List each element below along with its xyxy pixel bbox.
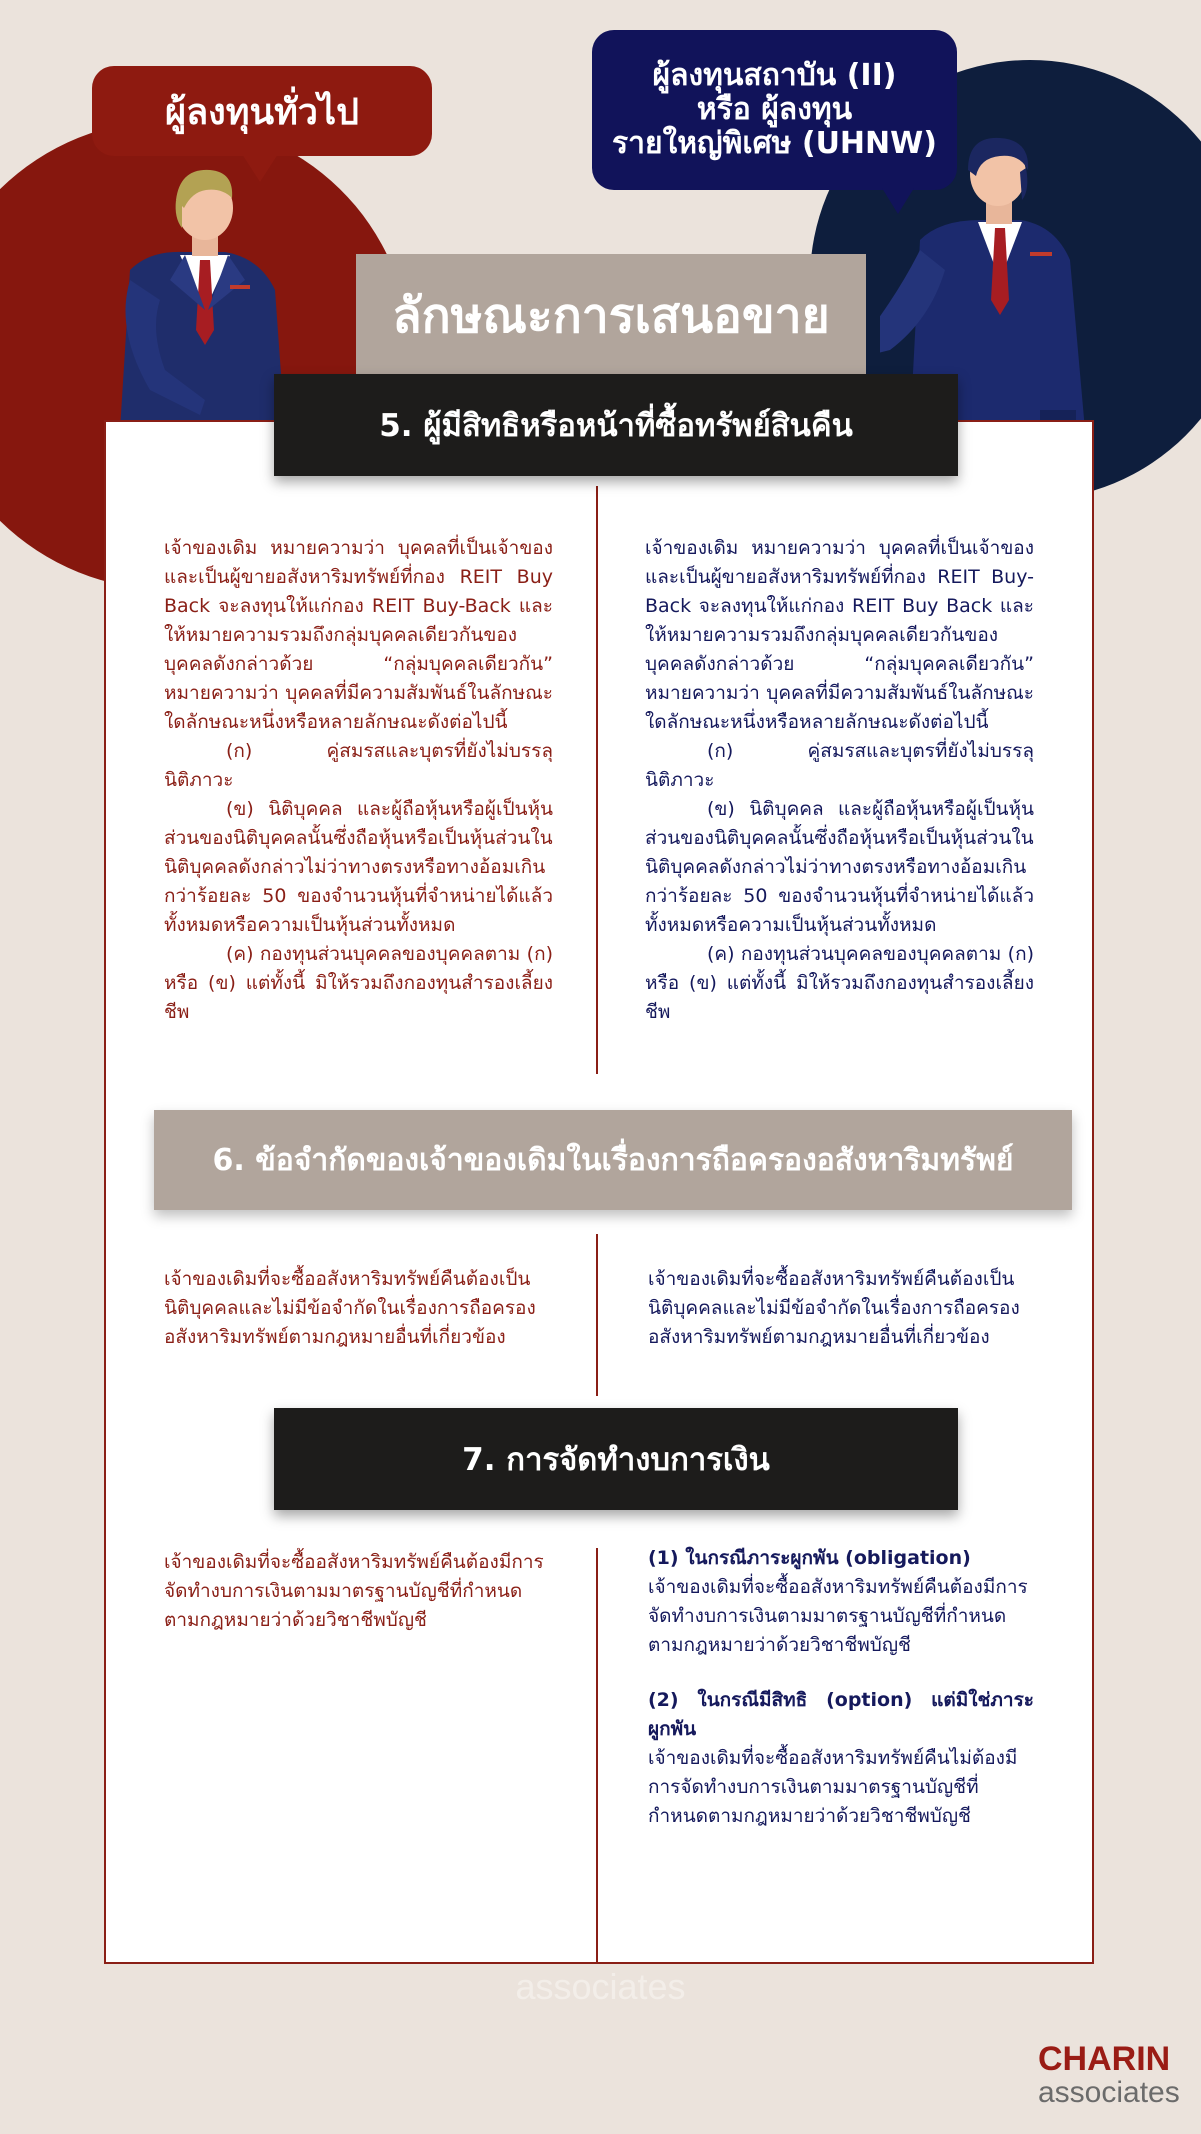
column-divider-section6 [596, 1234, 598, 1396]
section7-right-heading-1: (1) ในกรณีภาระผูกพัน (obligation) [648, 1547, 971, 1569]
section5-right-item-c: (ค) กองทุนส่วนบุคคลของบุคคลตาม (ก) หรือ (ข) แต่ทั้งนี้ มิให้รวมถึงกองทุนสำรองเลี้ยงชีพ [645, 943, 1034, 1023]
section7-left-paragraph: เจ้าของเดิมที่จะซื้ออสังหาริมทรัพย์คืนต้องมีการจัดทำงบการเงินตามมาตรฐานบัญชีที่กำหนดตามกฎหมายว่าด้วยวิชาชีพบัญชี [164, 1551, 544, 1631]
section5-left-intro: เจ้าของเดิม หมายความว่า บุคคลที่เป็นเจ้าของและเป็นผู้ขายอสังหาริมทรัพย์ที่กอง REIT Buy Back จะลงทุนให้แก่กอง REIT Buy-Back และให้หมายความรวมถึงกลุ่มบุคคลเดียวกันของบุคคลดังกล่าวด้วย “กลุ่มบุคคลเดียวกัน” หมายความว่า บุคคลที่มีความสัมพันธ์ในลักษณะใดลักษณะหนึ่งหรือหลายลักษณะดังต่อไปนี้ [164, 537, 553, 733]
section5-heading: 5. ผู้มีสิทธิหรือหน้าที่ซื้อทรัพย์สินคืน [274, 374, 958, 476]
section5-right-item-b: (ข) นิติบุคคล และผู้ถือหุ้นหรือผู้เป็นหุ้นส่วนของนิติบุคคลนั้นซึ่งถือหุ้นหรือเป็นหุ้นส่วนในนิติบุคคลดังกล่าวไม่ว่าทางตรงหรือทางอ้อมเกินกว่าร้อยละ 50 ของจำนวนหุ้นที่จำหน่ายได้แล้วทั้งหมดหรือความเป็นหุ้นส่วนทั้งหมด [645, 798, 1034, 936]
bubble-right-line1: ผู้ลงทุนสถาบัน (II) [652, 58, 897, 93]
bubble-right-tail [882, 188, 914, 214]
footer-watermark: associates [515, 1966, 686, 2007]
section7-left-text [164, 1548, 553, 1635]
section7-right-heading-2: (2) ในกรณีมีสิทธิ (option) แต่มิใช่ภาระผูกพัน [648, 1689, 1034, 1740]
column-divider-section7 [596, 1548, 598, 1962]
section5-right-text [645, 534, 1034, 1027]
bubble-right-line3: รายใหญ่พิเศษ (UHNW) [612, 126, 937, 161]
section7-right-spacer [648, 1660, 1034, 1686]
bubble-general-investor [92, 66, 432, 156]
section6-right-text [648, 1265, 1034, 1352]
section7-heading: 7. การจัดทำงบการเงิน [274, 1408, 958, 1510]
section5-left-item-b: (ข) นิติบุคคล และผู้ถือหุ้นหรือผู้เป็นหุ้นส่วนของนิติบุคคลนั้นซึ่งถือหุ้นหรือเป็นหุ้นส่วนในนิติบุคคลดังกล่าวไม่ว่าทางตรงหรือทางอ้อมเกินกว่าร้อยละ 50 ของจำนวนหุ้นที่จำหน่ายได้แล้วทั้งหมดหรือความเป็นหุ้นส่วนทั้งหมด [164, 798, 553, 936]
column-divider-section5 [596, 486, 598, 1074]
section6-left-text [164, 1265, 553, 1352]
section6-right-paragraph: เจ้าของเดิมที่จะซื้ออสังหาริมทรัพย์คืนต้องเป็นนิติบุคคลและไม่มีข้อจำกัดในเรื่องการถือครองอสังหาริมทรัพย์ตามกฎหมายอื่นที่เกี่ยวข้อง [648, 1268, 1020, 1348]
section5-right-intro: เจ้าของเดิม หมายความว่า บุคคลที่เป็นเจ้าของและเป็นผู้ขายอสังหาริมทรัพย์ที่กอง REIT Buy-Back จะลงทุนให้แก่กอง REIT Buy Back และให้หมายความรวมถึงกลุ่มบุคคลเดียวกันของบุคคลดังกล่าวด้วย “กลุ่มบุคคลเดียวกัน” หมายความว่า บุคคลที่มีความสัมพันธ์ในลักษณะใดลักษณะหนึ่งหรือหลายลักษณะดังต่อไปนี้ [645, 537, 1034, 733]
section7-right-text [648, 1544, 1034, 1831]
bubble-left-label: ผู้ลงทุนทั่วไป [165, 91, 359, 133]
bubble-right-line2: หรือ ผู้ลงทุน [696, 92, 853, 127]
bubble-institutional-investor [592, 30, 957, 190]
page-title: ลักษณะการเสนอขาย [356, 254, 866, 378]
section5-left-item-a: (ก) คู่สมรสและบุตรที่ยังไม่บรรลุนิติภาวะ [164, 740, 553, 791]
brand-logo-associates: associates [1038, 2076, 1180, 2109]
section7-right-paragraph-1: เจ้าของเดิมที่จะซื้ออสังหาริมทรัพย์คืนต้องมีการจัดทำงบการเงินตามมาตรฐานบัญชีที่กำหนดตามกฎหมายว่าด้วยวิชาชีพบัญชี [648, 1576, 1028, 1656]
brand-logo-charin: CHARIN [1038, 2040, 1171, 2078]
section6-left-paragraph: เจ้าของเดิมที่จะซื้ออสังหาริมทรัพย์คืนต้องเป็นนิติบุคคลและไม่มีข้อจำกัดในเรื่องการถือครองอสังหาริมทรัพย์ตามกฎหมายอื่นที่เกี่ยวข้อง [164, 1268, 536, 1348]
section6-heading: 6. ข้อจำกัดของเจ้าของเดิมในเรื่องการถือครองอสังหาริมทรัพย์ [154, 1110, 1072, 1210]
section5-left-text [164, 534, 553, 1027]
section7-right-paragraph-2: เจ้าของเดิมที่จะซื้ออสังหาริมทรัพย์คืนไม่ต้องมีการจัดทำงบการเงินตามมาตรฐานบัญชีที่กำหนดตามกฎหมายว่าด้วยวิชาชีพบัญชี [648, 1747, 1018, 1827]
bubble-left-tail [242, 154, 278, 182]
section5-right-item-a: (ก) คู่สมรสและบุตรที่ยังไม่บรรลุนิติภาวะ [645, 740, 1034, 791]
section5-left-item-c: (ค) กองทุนส่วนบุคคลของบุคคลตาม (ก) หรือ (ข) แต่ทั้งนี้ มิให้รวมถึงกองทุนสำรองเลี้ยงชีพ [164, 943, 553, 1023]
